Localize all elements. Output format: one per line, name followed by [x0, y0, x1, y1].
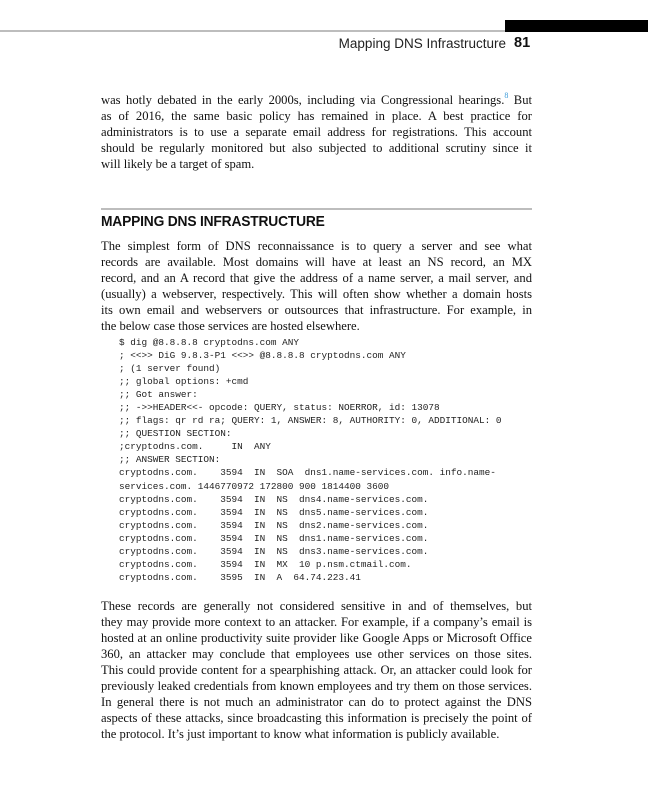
- code-line: services.com. 1446770972 172800 900 1814400 3600: [119, 480, 390, 492]
- code-line: ; (1 server found): [119, 363, 221, 375]
- code-line: ;cryptodns.com. IN ANY: [119, 441, 271, 453]
- paragraph-sensitivity: [101, 598, 532, 742]
- code-line: cryptodns.com. 3594 IN NS dns1.name-services.com.: [119, 532, 429, 544]
- code-line: ;; ->>HEADER<<- opcode: QUERY, status: NOERROR, id: 13078: [119, 402, 440, 414]
- code-line: cryptodns.com. 3594 IN NS dns4.name-services.com.: [119, 493, 429, 505]
- paragraph-line: the protocol. It’s just important to know what information is publicly available.: [101, 727, 500, 741]
- code-line: $ dig @8.8.8.8 cryptodns.com ANY: [119, 337, 300, 348]
- code-line: ;; Got answer:: [119, 389, 198, 401]
- paragraph-line: as of 2016, the same basic policy has remained in place. A best practice for: [101, 109, 532, 123]
- code-line: cryptodns.com. 3595 IN A 64.74.223.41: [119, 571, 361, 583]
- paragraph-line: aspects of these attacks, since broadcasting this information is precisely the point of: [101, 711, 532, 725]
- paragraph-line: These records are generally not considered sensitive in and of themselves, but: [101, 599, 532, 613]
- paragraph-dns-recon: [101, 238, 532, 334]
- paragraph-line: was hotly debated in the early 2000s, including via Congressional hearings.$^8$ But: [101, 91, 532, 107]
- paragraph-line: In general there is not much an administrator can do to protect against the DNS: [101, 695, 532, 709]
- paragraph-line: The simplest form of DNS reconnaissance is to query a server and see what: [101, 239, 532, 253]
- code-line: ; <<>> DiG 9.8.3-P1 <<>> @8.8.8.8 cryptodns.com ANY: [119, 350, 406, 362]
- code-listing: [119, 336, 502, 584]
- footnote-ref[interactable]: 8: [504, 91, 509, 100]
- paragraph-line: its own email and webservers or outsources that infrastructure. For example, in: [101, 303, 532, 317]
- paragraph-line: 360, an attacker may conclude that employees use other services on those sites.: [101, 647, 532, 661]
- section-heading: MAPPING DNS INFRASTRUCTURE: [101, 213, 325, 230]
- paragraph-line: previously leaked credentials from known employees and try them on those services.: [101, 679, 532, 693]
- paragraph-line: hosted at an online productivity suite provider like Google Apps or Microsoft Office: [101, 631, 532, 645]
- code-line: ;; flags: qr rd ra; QUERY: 1, ANSWER: 8, AUTHORITY: 0, ADDITIONAL: 0: [119, 415, 502, 427]
- paragraph-line: the below case those services are hosted elsewhere.: [101, 319, 360, 333]
- paragraph-line: should be regularly monitored but also subjected to additional scrutiny since it: [101, 141, 532, 155]
- code-line: cryptodns.com. 3594 IN NS dns3.name-services.com.: [119, 545, 429, 557]
- code-line: ;; global options: +cmd: [119, 376, 249, 388]
- section-rule: [101, 208, 532, 210]
- paragraph-intro: [101, 92, 532, 172]
- paragraph-line: administrators is to use a separate email address for registrations. This account: [101, 125, 532, 139]
- running-title: Mapping DNS Infrastructure: [338, 36, 506, 51]
- paragraph-line: This could provide content for a spearphishing attack. Or, an attacker could look for: [101, 663, 532, 677]
- code-line: cryptodns.com. 3594 IN NS dns2.name-services.com.: [119, 519, 429, 531]
- paragraph-line: they may provide more context to an attacker. For example, if a company’s email is: [101, 615, 532, 629]
- paragraph-line: record, and an A record that give the address of a name server, a mail server, and: [101, 271, 532, 285]
- header-rule: [0, 30, 505, 32]
- paragraph-line: (usually) a webserver, respectively. This will often show whether a domain hosts: [101, 287, 532, 301]
- paragraph-line: records are available. Most domains will have at least an NS record, an MX: [101, 255, 532, 269]
- code-line: ;; QUESTION SECTION:: [119, 428, 232, 440]
- code-line: cryptodns.com. 3594 IN MX 10 p.nsm.ctmail.com.: [119, 558, 412, 570]
- paragraph-line: will likely be a target of spam.: [101, 157, 255, 171]
- header-tab-bar: [505, 20, 648, 32]
- code-line: cryptodns.com. 3594 IN NS dns5.name-services.com.: [119, 506, 429, 518]
- code-line: cryptodns.com. 3594 IN SOA dns1.name-services.com. info.name-: [119, 467, 496, 479]
- page-number: 81: [514, 35, 531, 51]
- code-line: ;; ANSWER SECTION:: [119, 454, 221, 466]
